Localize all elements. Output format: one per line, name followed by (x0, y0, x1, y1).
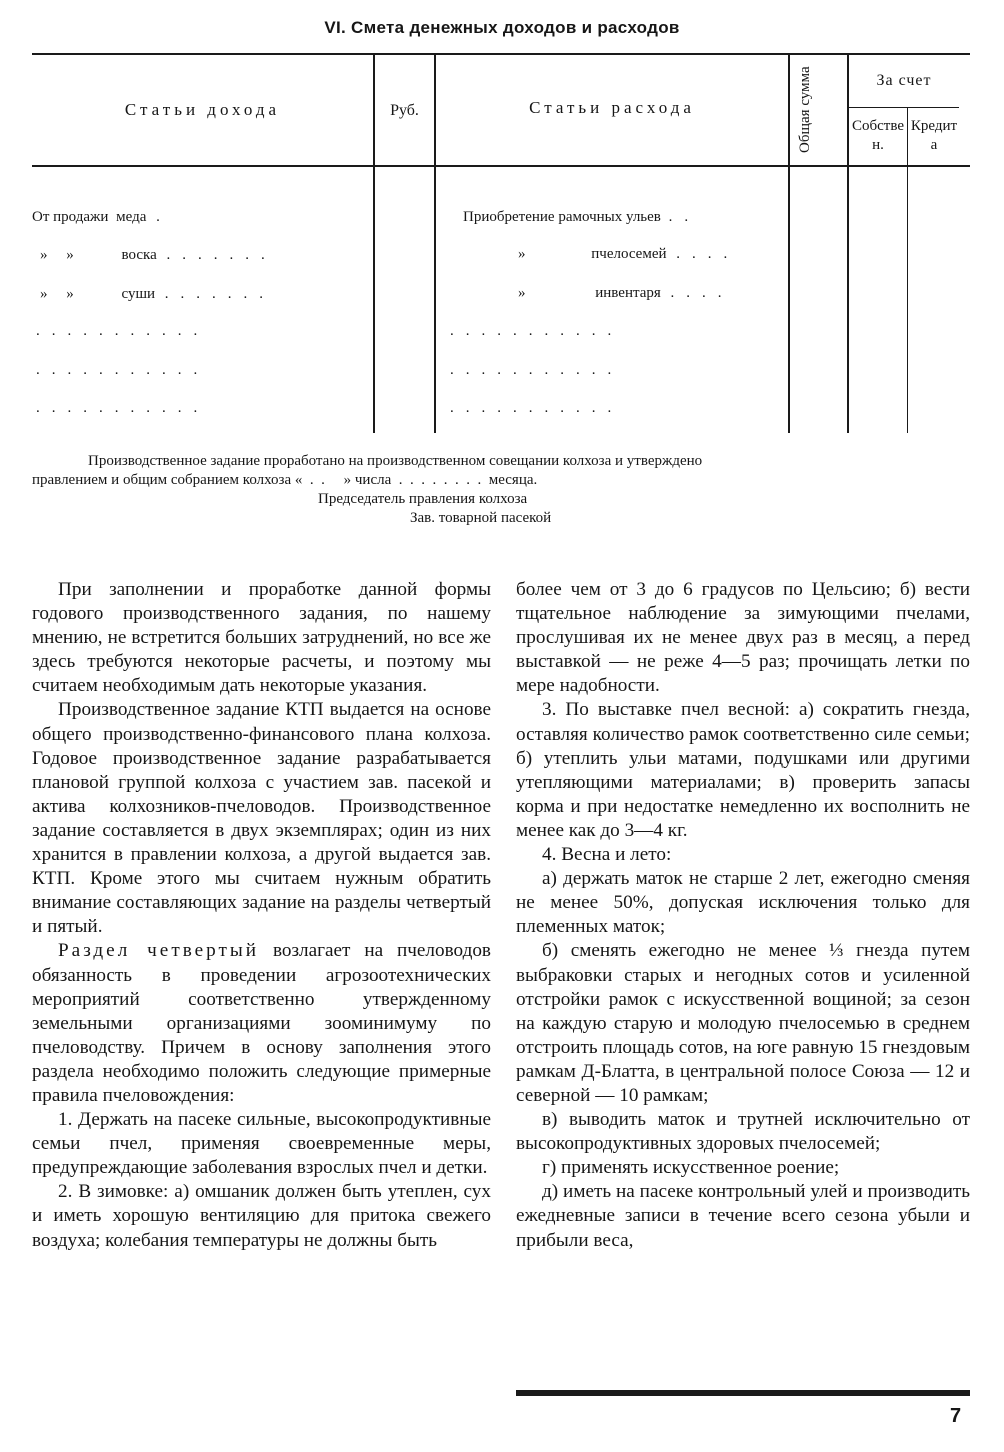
paragraph: Производственное задание КТП выдается на основе общего производственно-финансового плана колхоза. Годовое производственное задание разрабатывается плановой группой колхоза с участием зав. пасекой и актива колхозников-пчеловодов. Производственное задание составляется в двух экземплярах; один из них хранится в правлении колхоза, а другой выдается зав. КТП. Кроме этого мы считаем нужным обратить внимание составляющих задание на разделы четвертый и пятый. (32, 699, 491, 938)
expense-item: пчелосемей (591, 246, 667, 262)
expense-row (518, 285, 734, 302)
header-subdivider (849, 107, 959, 108)
paragraph: При заполнении и проработке данной формы годового производственного задания, по нашему мнению, не встретится больших затруднений, но все же здесь требуются некоторые расчеты, и поэтому мы считаем необходимым дать некоторые указания. (32, 579, 491, 697)
column-divider (847, 55, 849, 433)
paragraph: б) сменять ежегодно не менее ⅓ гнезда путем выбраковки старых и негодных сотов и усиленной отстройки рамок с искусственной вощиной; за сезон на каждую старую и молодую пчелосемью в среднем отстроить площадь сотов, на юге равную 15 гнездовым рамкам Д-Блатта, в центральной полосе Союза — 12 и северной — 10 рамкам; (516, 940, 970, 1106)
blank-dot-row: ........... (450, 400, 624, 416)
paragraph: в) выводить маток и трутней исключительно от высокопродуктивных здоровых пчелосемей; (516, 1109, 970, 1155)
paragraph: 3. По выставке пчел весной: а) сократить гнезда, оставляя количество рамок соответственно силе семьи; б) утеплить ульи матами, подушками или другими утепляющими материалами; в) проверить запасы корма и при недостатке немедленно их восполнить не менее как до 3—4 кг. (516, 699, 970, 841)
income-item: меда (116, 209, 147, 225)
expense-prefix: » (518, 285, 526, 301)
blank-dot-row: ........... (36, 362, 210, 378)
table-top-border (32, 53, 970, 55)
header-credit: Кредита (910, 118, 958, 153)
expense-dots: .. (668, 209, 701, 225)
income-item: воска (121, 247, 157, 263)
left-text-column (32, 578, 491, 1253)
paragraph (32, 939, 491, 1108)
page-number: 7 (950, 1405, 962, 1427)
income-dots: . (156, 209, 172, 225)
income-dots: ....... (164, 286, 276, 302)
paragraph-text: возлагает на пчеловодов обязанность в проведении агрозоотехнических мероприятий соответственно утвержденному земельными организациями зооминимуму по пчеловодству. Причем в основу заполнения этого раздела необходимо положить следующие примерные правила пчеловождения: (32, 940, 491, 1106)
income-prefix: От продажи (32, 209, 109, 225)
paragraph: г) применять искусственное роение; (542, 1157, 840, 1179)
approval-note-line1: Производственное задание проработано на производственном совещании колхоза и утверждено (88, 453, 703, 469)
section-title: VI. Смета денежных доходов и расходов (324, 18, 680, 37)
income-dots: ....... (166, 247, 277, 263)
income-prefix: » » (40, 286, 74, 302)
section-reference: Раздел четвертый (58, 940, 260, 962)
column-divider (788, 55, 790, 433)
blank-dot-row: ........... (36, 400, 210, 416)
right-text-column (516, 578, 970, 1253)
expense-dots: .... (676, 246, 740, 262)
paragraph: 4. Весна и лето: (542, 844, 672, 866)
paragraph: а) держать маток не старше 2 лет, ежегодно сменяя не менее 50%, допуская исключения только для племенных маток; (516, 868, 970, 938)
expense-item: инвентаря (595, 285, 661, 301)
blank-dot-row: ........... (450, 362, 624, 378)
blank-dot-row: ........... (36, 323, 210, 339)
header-income: Статьи дохода (124, 100, 281, 119)
expense-row (518, 246, 739, 263)
apiary-head-signature-line: Зав. товарной пасекой (410, 510, 552, 526)
header-total-sum: Общая сумма (797, 66, 813, 154)
header-at-expense: За счет (876, 72, 932, 89)
blank-dot-row: ........... (450, 323, 624, 339)
expense-prefix: » (518, 246, 526, 262)
approval-note-line2: правлением и общим собранием колхоза « . . » числа . . . . . . . . месяца. (32, 472, 538, 488)
table-header-bottom-border (32, 165, 970, 167)
income-row (40, 247, 277, 264)
income-prefix: » » (40, 247, 74, 263)
income-row (40, 286, 275, 303)
expense-row (463, 209, 700, 226)
paragraph: д) иметь на пасеке контрольный улей и производить ежедневные записи в течение всего сезона убыли и прибыли веса, (516, 1181, 970, 1251)
income-item: суши (121, 286, 156, 302)
paragraph: 1. Держать на пасеке сильные, высокопродуктивные семьи пчел, применяя своевременные меры, предупреждающие заболевания взрослых пчел и детки. (32, 1109, 491, 1179)
column-divider (907, 108, 908, 433)
expense-item: Приобретение рамочных ульев (463, 209, 661, 225)
bottom-rule (516, 1390, 970, 1396)
header-rub: Руб. (390, 102, 419, 119)
header-expense: Статьи расхода (529, 98, 695, 117)
paragraph: 2. В зимовке: а) омшаник должен быть утеплен, сух и иметь хорошую вентиляцию для притока свежего воздуха; колебания температуры не должны быть (32, 1181, 491, 1251)
header-own: Собствен. (851, 118, 904, 153)
expense-dots: .... (670, 285, 734, 301)
paragraph: более чем от 3 до 6 градусов по Цельсию; б) вести тщательное наблюдение за зимующими пчелами, прослушивая их не менее двух раз в месяц, а перед выставкой — не реже 4—5 раз; прочищать летки по мере надобности. (516, 579, 970, 697)
chairman-signature-line: Председатель правления колхоза (318, 491, 528, 507)
income-row (32, 209, 172, 226)
